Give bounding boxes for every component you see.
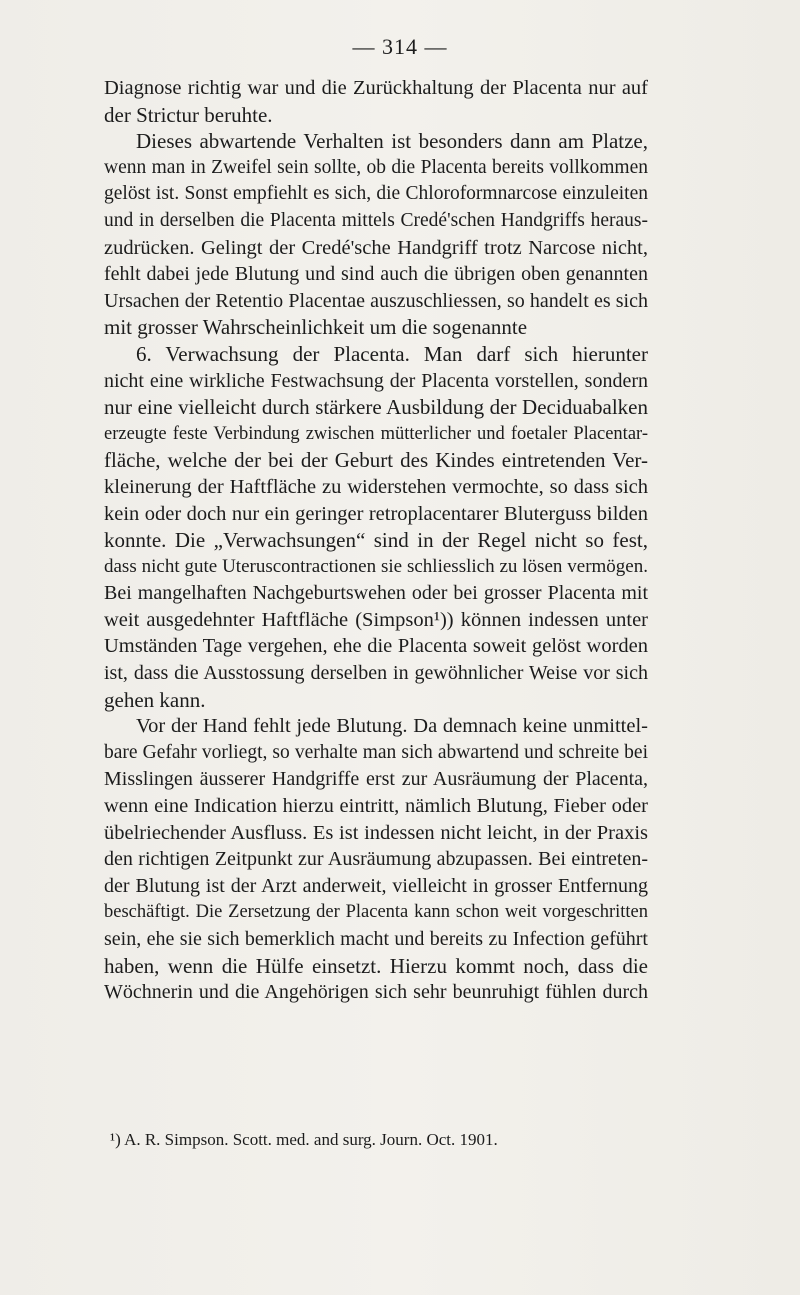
text-line: und in derselben die Placenta mittels Credé'schen Handgriffs heraus- <box>104 209 648 231</box>
text-line: erzeugte feste Verbindung zwischen mütterlicher und foetaler Placentar- <box>104 423 648 444</box>
text-line: haben, wenn die Hülfe einsetzt. Hierzu kommt noch, dass die <box>104 953 648 978</box>
text-line: Dieses abwartende Verhalten ist besonders dann am Platze, <box>136 129 648 154</box>
text-line: fläche, welche der bei der Geburt des Kindes eintretenden Ver- <box>104 448 648 473</box>
text-line: weit ausgedehnter Haftfläche (Simpson¹)) können indessen unter <box>104 608 648 631</box>
text-line: Ursachen der Retentio Placentae auszuschliessen, so handelt es sich <box>104 289 648 312</box>
text-line: gehen kann. <box>104 687 206 712</box>
page-number: — 314 — <box>352 34 448 59</box>
text-line: der Strictur beruhte. <box>104 102 273 127</box>
text-line: zudrücken. Gelingt der Credé'sche Handgriff trotz Narcose nicht, <box>104 236 648 259</box>
text-line: den richtigen Zeitpunkt zur Ausräumung abzupassen. Bei eintreten- <box>104 848 648 871</box>
text-line: nur eine vielleicht durch stärkere Ausbildung der Deciduabalken <box>104 395 648 420</box>
text-line: Misslingen äusserer Handgriffe erst zur Ausräumung der Placenta, <box>104 768 648 791</box>
text-line: dass nicht gute Uteruscontractionen sie schliesslich zu lösen vermögen. <box>104 555 648 577</box>
text-line: Wöchnerin und die Angehörigen sich sehr beunruhigt fühlen durch <box>104 981 648 1004</box>
text-line: beschäftigt. Die Zersetzung der Placenta kann schon weit vorgeschritten <box>104 902 648 923</box>
footnote: ¹) A. R. Simpson. Scott. med. and surg. Journ. Oct. 1901. <box>110 1130 498 1149</box>
text-line: Vor der Hand fehlt jede Blutung. Da demnach keine unmittel- <box>136 715 648 738</box>
text-line: sein, ehe sie sich bemerklich macht und bereits zu Infection geführt <box>104 928 648 950</box>
text-line: wenn eine Indication hierzu eintritt, nämlich Blutung, Fieber oder <box>104 795 648 818</box>
text-line: nicht eine wirkliche Festwachsung der Placenta vorstellen, sondern <box>104 369 648 392</box>
text-line: mit grosser Wahrscheinlichkeit um die sogenannte <box>104 315 528 340</box>
text-line: Diagnose richtig war und die Zurückhaltung der Placenta nur auf <box>104 77 648 99</box>
text-line: gelöst ist. Sonst empfiehlt es sich, die Chloroformnarcose einzuleiten <box>104 183 648 205</box>
text-line: wenn man in Zweifel sein sollte, ob die Placenta bereits vollkommen <box>104 156 648 178</box>
text-line: fehlt dabei jede Blutung und sind auch die übrigen oben genannten <box>104 263 648 286</box>
text-line: übelriechender Ausfluss. Es ist indessen nicht leicht, in der Praxis <box>104 821 648 844</box>
text-line: Bei mangelhaften Nachgeburtswehen oder bei grosser Placenta mit <box>104 582 648 605</box>
text-line: kleinerung der Haftfläche zu widerstehen vermochte, so dass sich <box>104 475 648 498</box>
text-line: bare Gefahr vorliegt, so verhalte man sich abwartend und schreite bei <box>104 741 648 763</box>
text-line: der Blutung ist der Arzt anderweit, vielleicht in grosser Entfernung <box>104 874 648 897</box>
text-line: kein oder doch nur ein geringer retroplacentarer Bluterguss bilden <box>104 502 648 525</box>
body-text <box>104 75 648 1006</box>
text-line: konnte. Die „Verwachsungen“ sind in der Regel nicht so fest, <box>104 528 648 553</box>
text-line: Umständen Tage vergehen, ehe die Placenta soweit gelöst worden <box>104 635 648 658</box>
text-line: 6. Verwachsung der Placenta. Man darf sich hierunter <box>136 341 648 366</box>
text-line: ist, dass die Ausstossung derselben in gewöhnlicher Weise vor sich <box>104 662 648 685</box>
